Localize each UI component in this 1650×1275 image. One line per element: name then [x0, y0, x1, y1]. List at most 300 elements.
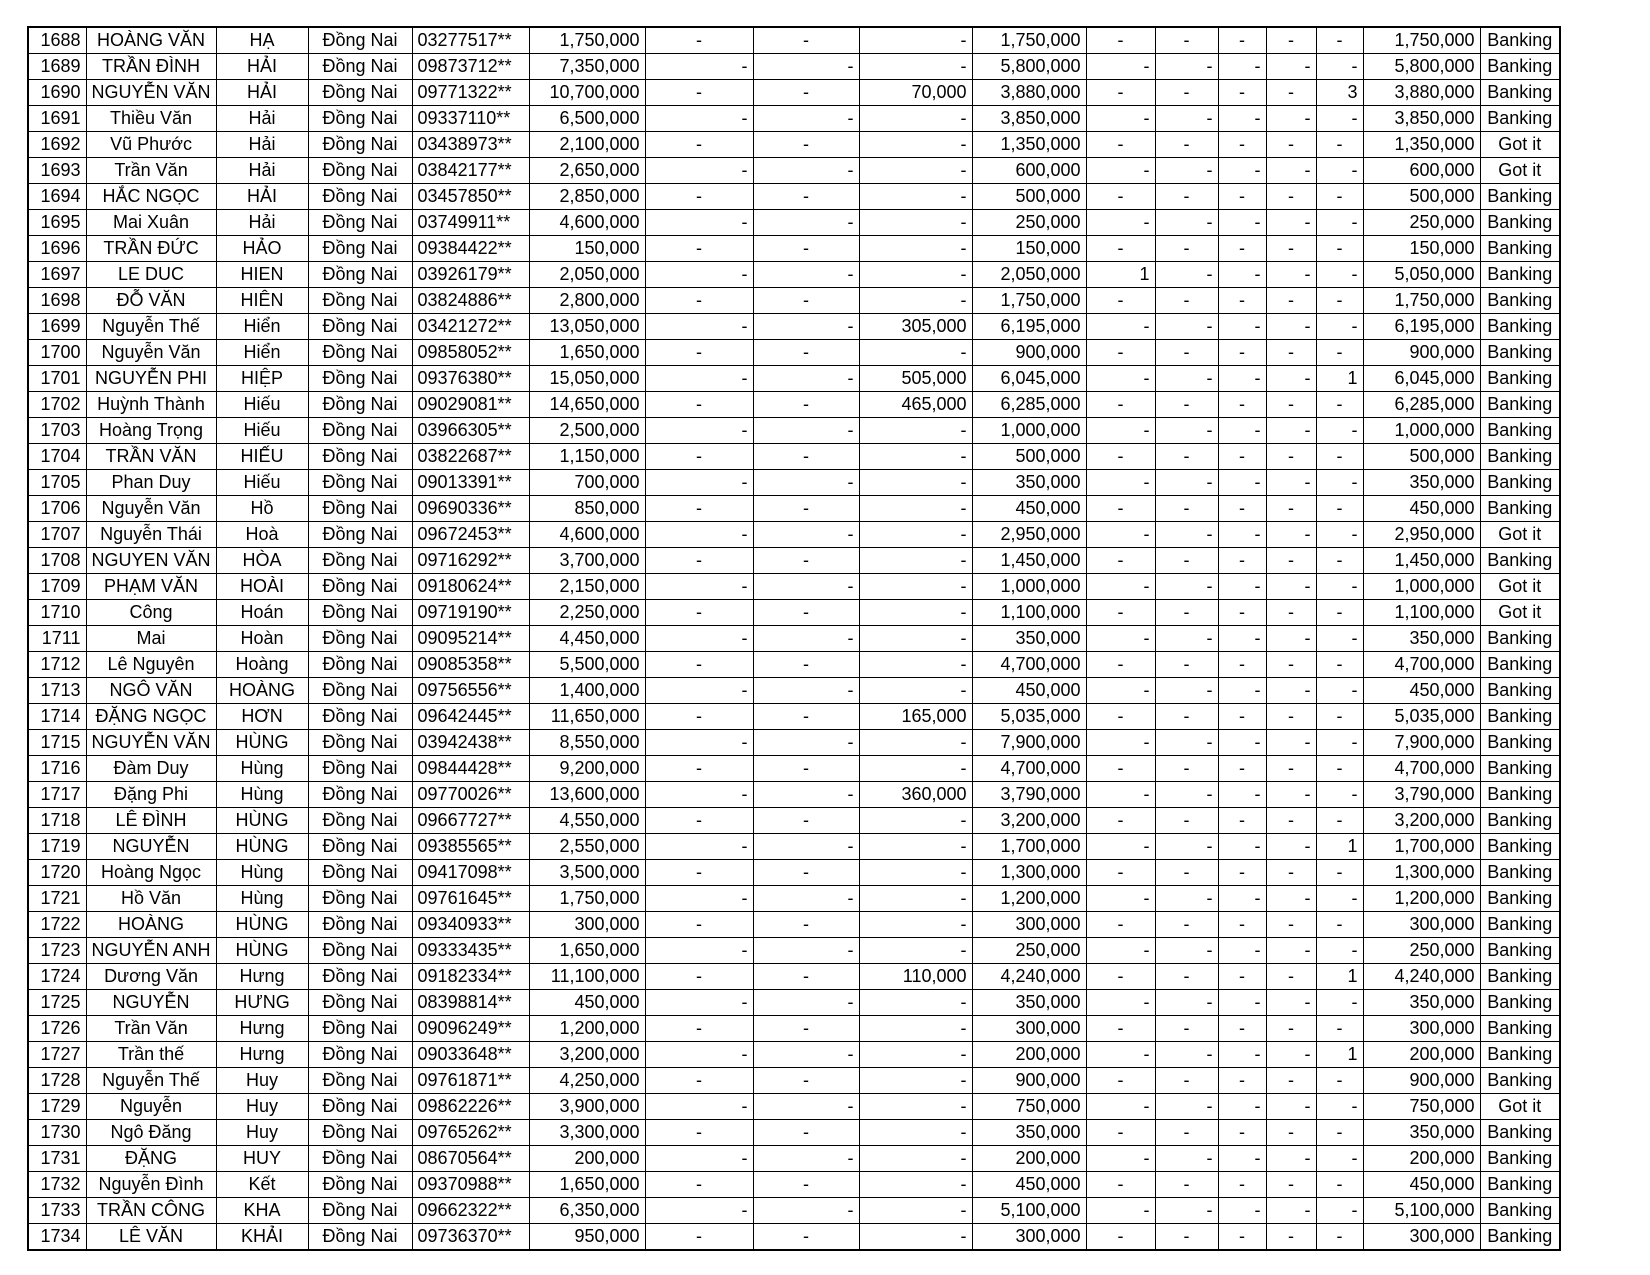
payment-method-cell: Banking	[1480, 704, 1560, 730]
flag-b-cell: -	[1155, 54, 1218, 80]
row-number-cell: 1690	[28, 80, 86, 106]
flag-b-cell: -	[1155, 522, 1218, 548]
paid-amount-cell: 3,200,000	[972, 808, 1086, 834]
province-cell: Đồng Nai	[308, 1120, 412, 1146]
phone-cell: 08670564**	[412, 1146, 529, 1172]
flag-c-cell: -	[1218, 938, 1266, 964]
total-amount-cell: 3,880,000	[1363, 80, 1480, 106]
amount-cell: 1,150,000	[529, 444, 645, 470]
last-name-cell: Nguyễn Thế	[86, 314, 216, 340]
paid-amount-cell: 500,000	[972, 444, 1086, 470]
payment-method-cell: Banking	[1480, 678, 1560, 704]
col-b-cell: -	[753, 600, 859, 626]
col-b-cell: -	[753, 27, 859, 54]
flag-b-cell: -	[1155, 600, 1218, 626]
phone-cell: 09180624**	[412, 574, 529, 600]
row-number-cell: 1698	[28, 288, 86, 314]
payment-method-cell: Banking	[1480, 236, 1560, 262]
province-cell: Đồng Nai	[308, 834, 412, 860]
flag-c-cell: -	[1218, 704, 1266, 730]
table-row	[28, 80, 1560, 106]
flag-b-cell: -	[1155, 314, 1218, 340]
phone-cell: 09096249**	[412, 1016, 529, 1042]
flag-c-cell: -	[1218, 860, 1266, 886]
phone-cell: 09858052**	[412, 340, 529, 366]
total-amount-cell: 3,790,000	[1363, 782, 1480, 808]
phone-cell: 09337110**	[412, 106, 529, 132]
total-amount-cell: 900,000	[1363, 340, 1480, 366]
province-cell: Đồng Nai	[308, 340, 412, 366]
flag-a-cell: -	[1086, 1120, 1155, 1146]
flag-e-cell: 3	[1316, 80, 1363, 106]
paid-amount-cell: 450,000	[972, 496, 1086, 522]
table-row	[28, 1094, 1560, 1120]
col-b-cell: -	[753, 912, 859, 938]
row-number-cell: 1702	[28, 392, 86, 418]
first-name-cell: Hùng	[216, 860, 308, 886]
table-row	[28, 1042, 1560, 1068]
first-name-cell: HIỆP	[216, 366, 308, 392]
col-a-cell: -	[645, 132, 753, 158]
paid-amount-cell: 300,000	[972, 912, 1086, 938]
paid-amount-cell: 5,800,000	[972, 54, 1086, 80]
payment-method-cell: Banking	[1480, 938, 1560, 964]
payment-method-cell: Banking	[1480, 314, 1560, 340]
flag-c-cell: -	[1218, 366, 1266, 392]
flag-e-cell: -	[1316, 626, 1363, 652]
total-amount-cell: 6,285,000	[1363, 392, 1480, 418]
flag-c-cell: -	[1218, 626, 1266, 652]
table-row	[28, 964, 1560, 990]
flag-e-cell: -	[1316, 548, 1363, 574]
col-a-cell: -	[645, 210, 753, 236]
amount-cell: 11,650,000	[529, 704, 645, 730]
paid-amount-cell: 350,000	[972, 626, 1086, 652]
col-b-cell: -	[753, 1120, 859, 1146]
paid-amount-cell: 1,000,000	[972, 418, 1086, 444]
row-number-cell: 1731	[28, 1146, 86, 1172]
amount-cell: 14,650,000	[529, 392, 645, 418]
flag-c-cell: -	[1218, 782, 1266, 808]
col-a-cell: -	[645, 1224, 753, 1251]
col-a-cell: -	[645, 288, 753, 314]
province-cell: Đồng Nai	[308, 262, 412, 288]
total-amount-cell: 1,000,000	[1363, 574, 1480, 600]
flag-e-cell: -	[1316, 860, 1363, 886]
flag-e-cell: -	[1316, 210, 1363, 236]
flag-d-cell: -	[1266, 54, 1316, 80]
flag-a-cell: -	[1086, 886, 1155, 912]
col-b-cell: -	[753, 54, 859, 80]
total-amount-cell: 6,195,000	[1363, 314, 1480, 340]
first-name-cell: Hải	[216, 132, 308, 158]
first-name-cell: KHẢI	[216, 1224, 308, 1251]
deduction-cell: -	[859, 444, 972, 470]
deduction-cell: -	[859, 1042, 972, 1068]
deduction-cell: -	[859, 730, 972, 756]
phone-cell: 09013391**	[412, 470, 529, 496]
table-row	[28, 210, 1560, 236]
total-amount-cell: 3,850,000	[1363, 106, 1480, 132]
flag-e-cell: -	[1316, 574, 1363, 600]
first-name-cell: Hiển	[216, 314, 308, 340]
flag-a-cell: -	[1086, 912, 1155, 938]
flag-e-cell: -	[1316, 470, 1363, 496]
last-name-cell: Hồ Văn	[86, 886, 216, 912]
table-row	[28, 834, 1560, 860]
flag-a-cell: -	[1086, 574, 1155, 600]
flag-a-cell: -	[1086, 600, 1155, 626]
total-amount-cell: 1,750,000	[1363, 288, 1480, 314]
flag-c-cell: -	[1218, 522, 1266, 548]
total-amount-cell: 1,750,000	[1363, 27, 1480, 54]
flag-e-cell: -	[1316, 1094, 1363, 1120]
province-cell: Đồng Nai	[308, 626, 412, 652]
province-cell: Đồng Nai	[308, 158, 412, 184]
amount-cell: 950,000	[529, 1224, 645, 1251]
province-cell: Đồng Nai	[308, 730, 412, 756]
first-name-cell: Huy	[216, 1094, 308, 1120]
deduction-cell: -	[859, 1198, 972, 1224]
flag-c-cell: -	[1218, 808, 1266, 834]
flag-b-cell: -	[1155, 106, 1218, 132]
col-a-cell: -	[645, 574, 753, 600]
flag-d-cell: -	[1266, 236, 1316, 262]
phone-cell: 03926179**	[412, 262, 529, 288]
paid-amount-cell: 1,000,000	[972, 574, 1086, 600]
table-row	[28, 808, 1560, 834]
first-name-cell: Hồ	[216, 496, 308, 522]
amount-cell: 3,900,000	[529, 1094, 645, 1120]
province-cell: Đồng Nai	[308, 1198, 412, 1224]
last-name-cell: TRẦN VĂN	[86, 444, 216, 470]
table-body	[28, 27, 1560, 1250]
col-b-cell: -	[753, 314, 859, 340]
col-a-cell: -	[645, 756, 753, 782]
total-amount-cell: 5,100,000	[1363, 1198, 1480, 1224]
row-number-cell: 1711	[28, 626, 86, 652]
first-name-cell: Hải	[216, 106, 308, 132]
first-name-cell: HÒA	[216, 548, 308, 574]
deduction-cell: -	[859, 912, 972, 938]
flag-a-cell: -	[1086, 678, 1155, 704]
col-b-cell: -	[753, 366, 859, 392]
payment-method-cell: Banking	[1480, 808, 1560, 834]
row-number-cell: 1729	[28, 1094, 86, 1120]
first-name-cell: HẢO	[216, 236, 308, 262]
deduction-cell: -	[859, 1068, 972, 1094]
table-row	[28, 990, 1560, 1016]
table-row	[28, 392, 1560, 418]
payment-method-cell: Got it	[1480, 522, 1560, 548]
payment-method-cell: Banking	[1480, 756, 1560, 782]
deduction-cell: -	[859, 418, 972, 444]
col-a-cell: -	[645, 730, 753, 756]
col-b-cell: -	[753, 262, 859, 288]
flag-e-cell: -	[1316, 652, 1363, 678]
flag-d-cell: -	[1266, 1016, 1316, 1042]
col-b-cell: -	[753, 886, 859, 912]
amount-cell: 1,400,000	[529, 678, 645, 704]
first-name-cell: HẢI	[216, 80, 308, 106]
col-a-cell: -	[645, 496, 753, 522]
province-cell: Đồng Nai	[308, 54, 412, 80]
flag-b-cell: -	[1155, 418, 1218, 444]
total-amount-cell: 1,100,000	[1363, 600, 1480, 626]
total-amount-cell: 5,050,000	[1363, 262, 1480, 288]
flag-b-cell: -	[1155, 392, 1218, 418]
province-cell: Đồng Nai	[308, 808, 412, 834]
payment-method-cell: Banking	[1480, 392, 1560, 418]
flag-b-cell: -	[1155, 704, 1218, 730]
flag-a-cell: -	[1086, 80, 1155, 106]
col-a-cell: -	[645, 990, 753, 1016]
col-b-cell: -	[753, 80, 859, 106]
flag-d-cell: -	[1266, 834, 1316, 860]
phone-cell: 09770026**	[412, 782, 529, 808]
first-name-cell: HẢI	[216, 54, 308, 80]
total-amount-cell: 450,000	[1363, 678, 1480, 704]
payment-method-cell: Banking	[1480, 652, 1560, 678]
amount-cell: 13,050,000	[529, 314, 645, 340]
col-b-cell: -	[753, 132, 859, 158]
amount-cell: 150,000	[529, 236, 645, 262]
row-number-cell: 1713	[28, 678, 86, 704]
row-number-cell: 1718	[28, 808, 86, 834]
row-number-cell: 1699	[28, 314, 86, 340]
flag-c-cell: -	[1218, 964, 1266, 990]
payment-method-cell: Banking	[1480, 730, 1560, 756]
province-cell: Đồng Nai	[308, 548, 412, 574]
phone-cell: 09182334**	[412, 964, 529, 990]
amount-cell: 4,600,000	[529, 522, 645, 548]
flag-c-cell: -	[1218, 990, 1266, 1016]
flag-b-cell: -	[1155, 288, 1218, 314]
payment-method-cell: Banking	[1480, 54, 1560, 80]
last-name-cell: Dương Văn	[86, 964, 216, 990]
table-row	[28, 938, 1560, 964]
flag-a-cell: -	[1086, 548, 1155, 574]
phone-cell: 09844428**	[412, 756, 529, 782]
first-name-cell: Hiếu	[216, 392, 308, 418]
flag-a-cell: -	[1086, 340, 1155, 366]
flag-a-cell: -	[1086, 522, 1155, 548]
amount-cell: 4,450,000	[529, 626, 645, 652]
row-number-cell: 1727	[28, 1042, 86, 1068]
flag-e-cell: -	[1316, 782, 1363, 808]
flag-e-cell: -	[1316, 106, 1363, 132]
province-cell: Đồng Nai	[308, 1224, 412, 1251]
row-number-cell: 1710	[28, 600, 86, 626]
first-name-cell: HƯNG	[216, 990, 308, 1016]
flag-c-cell: -	[1218, 262, 1266, 288]
phone-cell: 03824886**	[412, 288, 529, 314]
last-name-cell: Mai Xuân	[86, 210, 216, 236]
col-b-cell: -	[753, 808, 859, 834]
amount-cell: 2,250,000	[529, 600, 645, 626]
flag-d-cell: -	[1266, 158, 1316, 184]
province-cell: Đồng Nai	[308, 860, 412, 886]
total-amount-cell: 500,000	[1363, 444, 1480, 470]
col-a-cell: -	[645, 184, 753, 210]
flag-c-cell: -	[1218, 1094, 1266, 1120]
province-cell: Đồng Nai	[308, 938, 412, 964]
last-name-cell: Hoàng Ngọc	[86, 860, 216, 886]
deduction-cell: 305,000	[859, 314, 972, 340]
col-a-cell: -	[645, 1172, 753, 1198]
flag-c-cell: -	[1218, 470, 1266, 496]
table-row	[28, 704, 1560, 730]
row-number-cell: 1723	[28, 938, 86, 964]
payment-method-cell: Banking	[1480, 1068, 1560, 1094]
total-amount-cell: 1,700,000	[1363, 834, 1480, 860]
first-name-cell: Hưng	[216, 1016, 308, 1042]
flag-d-cell: -	[1266, 1172, 1316, 1198]
phone-cell: 09761645**	[412, 886, 529, 912]
paid-amount-cell: 300,000	[972, 1224, 1086, 1251]
province-cell: Đồng Nai	[308, 496, 412, 522]
amount-cell: 1,200,000	[529, 1016, 645, 1042]
col-a-cell: -	[645, 106, 753, 132]
payment-method-cell: Banking	[1480, 210, 1560, 236]
deduction-cell: -	[859, 496, 972, 522]
row-number-cell: 1716	[28, 756, 86, 782]
row-number-cell: 1691	[28, 106, 86, 132]
first-name-cell: HÙNG	[216, 938, 308, 964]
flag-b-cell: -	[1155, 158, 1218, 184]
last-name-cell: TRẦN CÔNG	[86, 1198, 216, 1224]
total-amount-cell: 750,000	[1363, 1094, 1480, 1120]
first-name-cell: Hiếu	[216, 470, 308, 496]
col-a-cell: -	[645, 912, 753, 938]
amount-cell: 2,800,000	[529, 288, 645, 314]
deduction-cell: -	[859, 1172, 972, 1198]
flag-e-cell: -	[1316, 886, 1363, 912]
flag-c-cell: -	[1218, 600, 1266, 626]
first-name-cell: Kết	[216, 1172, 308, 1198]
province-cell: Đồng Nai	[308, 522, 412, 548]
flag-d-cell: -	[1266, 912, 1316, 938]
phone-cell: 09384422**	[412, 236, 529, 262]
payment-method-cell: Banking	[1480, 444, 1560, 470]
province-cell: Đồng Nai	[308, 210, 412, 236]
amount-cell: 3,300,000	[529, 1120, 645, 1146]
col-b-cell: -	[753, 626, 859, 652]
province-cell: Đồng Nai	[308, 652, 412, 678]
last-name-cell: HOÀNG VĂN	[86, 27, 216, 54]
total-amount-cell: 900,000	[1363, 1068, 1480, 1094]
flag-d-cell: -	[1266, 262, 1316, 288]
row-number-cell: 1733	[28, 1198, 86, 1224]
deduction-cell: -	[859, 288, 972, 314]
province-cell: Đồng Nai	[308, 1042, 412, 1068]
deduction-cell: -	[859, 184, 972, 210]
col-b-cell: -	[753, 834, 859, 860]
row-number-cell: 1704	[28, 444, 86, 470]
flag-b-cell: -	[1155, 990, 1218, 1016]
flag-d-cell: -	[1266, 1120, 1316, 1146]
last-name-cell: Huỳnh Thành	[86, 392, 216, 418]
paid-amount-cell: 300,000	[972, 1016, 1086, 1042]
flag-e-cell: -	[1316, 756, 1363, 782]
row-number-cell: 1708	[28, 548, 86, 574]
amount-cell: 3,200,000	[529, 1042, 645, 1068]
row-number-cell: 1701	[28, 366, 86, 392]
total-amount-cell: 6,045,000	[1363, 366, 1480, 392]
paid-amount-cell: 600,000	[972, 158, 1086, 184]
deduction-cell: -	[859, 678, 972, 704]
flag-b-cell: -	[1155, 1016, 1218, 1042]
paid-amount-cell: 250,000	[972, 938, 1086, 964]
flag-b-cell: -	[1155, 860, 1218, 886]
flag-b-cell: -	[1155, 1068, 1218, 1094]
phone-cell: 09333435**	[412, 938, 529, 964]
flag-b-cell: -	[1155, 626, 1218, 652]
amount-cell: 1,750,000	[529, 886, 645, 912]
paid-amount-cell: 350,000	[972, 990, 1086, 1016]
flag-e-cell: -	[1316, 262, 1363, 288]
first-name-cell: HÙNG	[216, 912, 308, 938]
amount-cell: 13,600,000	[529, 782, 645, 808]
amount-cell: 11,100,000	[529, 964, 645, 990]
phone-cell: 09761871**	[412, 1068, 529, 1094]
payment-method-cell: Banking	[1480, 964, 1560, 990]
flag-a-cell: -	[1086, 27, 1155, 54]
row-number-cell: 1712	[28, 652, 86, 678]
deduction-cell: 165,000	[859, 704, 972, 730]
flag-d-cell: -	[1266, 314, 1316, 340]
amount-cell: 2,500,000	[529, 418, 645, 444]
row-number-cell: 1689	[28, 54, 86, 80]
phone-cell: 09716292**	[412, 548, 529, 574]
first-name-cell: HẠ	[216, 27, 308, 54]
last-name-cell: NGUYỄN VĂN	[86, 80, 216, 106]
table-row	[28, 652, 1560, 678]
table-row	[28, 1016, 1560, 1042]
flag-b-cell: -	[1155, 184, 1218, 210]
paid-amount-cell: 5,035,000	[972, 704, 1086, 730]
deduction-cell: 360,000	[859, 782, 972, 808]
payment-method-cell: Banking	[1480, 496, 1560, 522]
phone-cell: 09385565**	[412, 834, 529, 860]
flag-a-cell: -	[1086, 1146, 1155, 1172]
paid-amount-cell: 2,050,000	[972, 262, 1086, 288]
first-name-cell: Hoán	[216, 600, 308, 626]
first-name-cell: HIẾU	[216, 444, 308, 470]
payment-method-cell: Banking	[1480, 366, 1560, 392]
last-name-cell: TRẦN ĐÌNH	[86, 54, 216, 80]
col-a-cell: -	[645, 522, 753, 548]
last-name-cell: ĐẶNG NGỌC	[86, 704, 216, 730]
flag-d-cell: -	[1266, 886, 1316, 912]
payment-method-cell: Banking	[1480, 1198, 1560, 1224]
flag-e-cell: 1	[1316, 964, 1363, 990]
table-row	[28, 1198, 1560, 1224]
payment-method-cell: Banking	[1480, 106, 1560, 132]
flag-b-cell: -	[1155, 1094, 1218, 1120]
last-name-cell: LÊ ĐÌNH	[86, 808, 216, 834]
table-row	[28, 730, 1560, 756]
amount-cell: 10,700,000	[529, 80, 645, 106]
deduction-cell: -	[859, 652, 972, 678]
amount-cell: 200,000	[529, 1146, 645, 1172]
last-name-cell: Phan Duy	[86, 470, 216, 496]
col-b-cell: -	[753, 756, 859, 782]
deduction-cell: -	[859, 1224, 972, 1251]
deduction-cell: -	[859, 158, 972, 184]
col-b-cell: -	[753, 496, 859, 522]
total-amount-cell: 250,000	[1363, 938, 1480, 964]
